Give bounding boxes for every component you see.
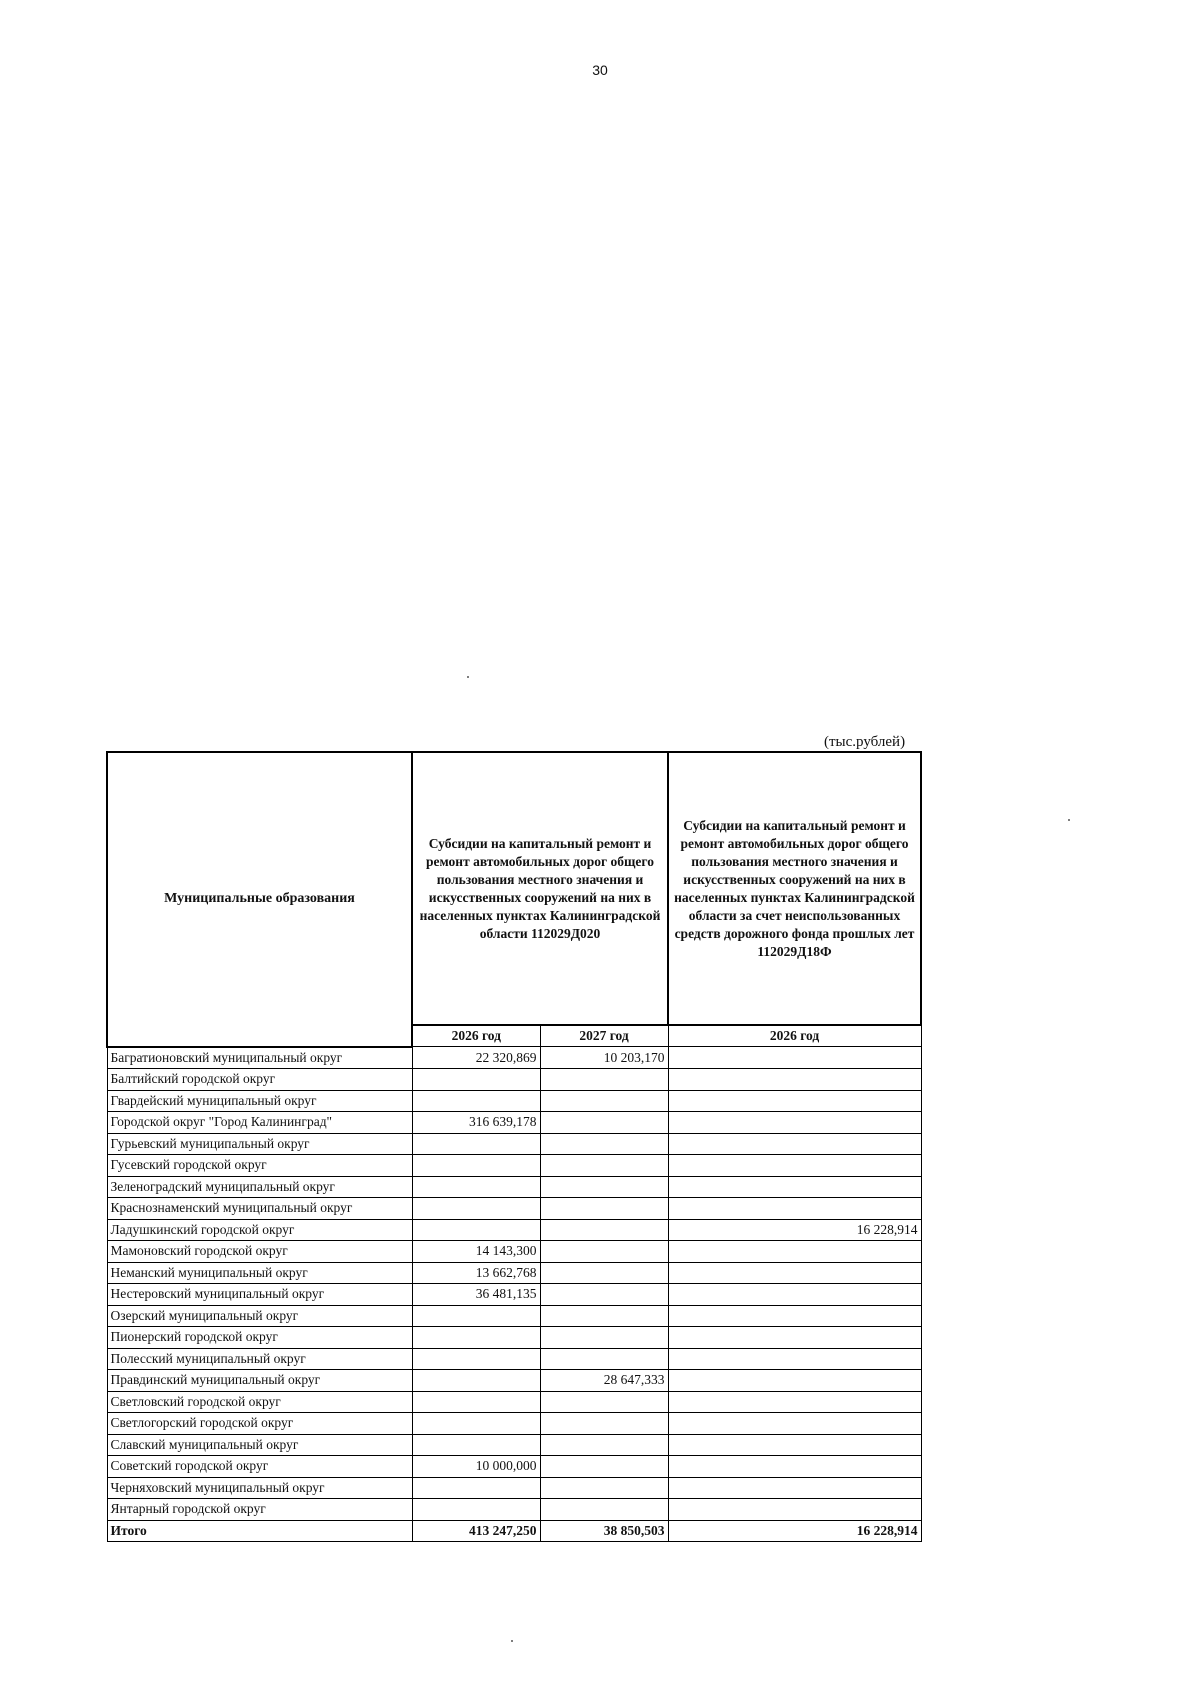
table-row [107,1370,921,1392]
value-2026-fund [668,1241,921,1263]
municipality-name: Озерский муниципальный округ [107,1305,412,1327]
value-2027 [540,1413,668,1435]
table-row [107,1176,921,1198]
value-2027 [540,1133,668,1155]
header-subsidy-112029D020: Субсидии на капитальный ремонт и ремонт автомобильных дорог общего пользования местного значения и искусственных сооружений на них в населенных пунктах Калининградской области 112029Д020 [412,752,668,1025]
value-2027 [540,1499,668,1521]
municipality-name: Гусевский городской округ [107,1155,412,1177]
value-2027: 10 203,170 [540,1047,668,1069]
value-2027 [540,1176,668,1198]
value-2026-fund [668,1434,921,1456]
total-2027: 38 850,503 [540,1520,668,1542]
value-2026 [412,1133,540,1155]
value-2026-fund [668,1370,921,1392]
scan-speck [1068,819,1070,821]
table-row [107,1112,921,1134]
table-row [107,1133,921,1155]
table-row [107,1241,921,1263]
value-2026-fund [668,1069,921,1091]
municipality-name: Гурьевский муниципальный округ [107,1133,412,1155]
municipality-name: Зеленоградский муниципальный округ [107,1176,412,1198]
scan-speck [467,676,469,678]
value-2026-fund: 16 228,914 [668,1219,921,1241]
subsidy-table [106,751,922,1542]
value-2026: 22 320,869 [412,1047,540,1069]
municipality-name: Черняховский муниципальный округ [107,1477,412,1499]
value-2027 [540,1391,668,1413]
value-2027 [540,1112,668,1134]
value-2026 [412,1499,540,1521]
value-2026 [412,1155,540,1177]
municipality-name: Советский городской округ [107,1456,412,1478]
municipality-name: Светловский городской округ [107,1391,412,1413]
table-row [107,1155,921,1177]
value-2027 [540,1069,668,1091]
municipality-name: Неманский муниципальный округ [107,1262,412,1284]
header-year-2027: 2027 год [540,1025,668,1047]
table-row [107,1456,921,1478]
value-2026 [412,1069,540,1091]
value-2027 [540,1456,668,1478]
value-2027 [540,1198,668,1220]
total-row [107,1520,921,1542]
page-number: 30 [592,62,608,78]
header-subsidy-112029D18F: Субсидии на капитальный ремонт и ремонт автомобильных дорог общего пользования местного значения и искусственных сооружений на них в населенных пунктах Калининградской области за счет неиспользованных средств дорожного фонда прошлых лет 112029Д18Ф [668,752,921,1025]
table-row [107,1284,921,1306]
value-2026-fund [668,1155,921,1177]
value-2026 [412,1219,540,1241]
total-label: Итого [107,1520,412,1542]
value-2026-fund [668,1176,921,1198]
municipality-name: Ладушкинский городской округ [107,1219,412,1241]
table-row [107,1327,921,1349]
municipality-name: Городской округ "Город Калининград" [107,1112,412,1134]
value-2026-fund [668,1198,921,1220]
table-row [107,1434,921,1456]
municipality-name: Янтарный городской округ [107,1499,412,1521]
table-row [107,1477,921,1499]
value-2027 [540,1327,668,1349]
municipality-name: Балтийский городской округ [107,1069,412,1091]
table-row [107,1262,921,1284]
table-row [107,1391,921,1413]
value-2026-fund [668,1262,921,1284]
value-2026-fund [668,1090,921,1112]
table-row [107,1305,921,1327]
value-2026 [412,1434,540,1456]
value-2026-fund [668,1391,921,1413]
table-row [107,1069,921,1091]
municipality-name: Нестеровский муниципальный округ [107,1284,412,1306]
value-2026 [412,1348,540,1370]
value-2026-fund [668,1327,921,1349]
total-2026-fund: 16 228,914 [668,1520,921,1542]
table-row [107,1198,921,1220]
table-row [107,1413,921,1435]
header-municipalities: Муниципальные образования [107,752,412,1047]
value-2026-fund [668,1047,921,1069]
municipality-name: Славский муниципальный округ [107,1434,412,1456]
value-2026 [412,1305,540,1327]
municipality-name: Краснознаменский муниципальный округ [107,1198,412,1220]
value-2026 [412,1413,540,1435]
units-label: (тыс.рублей) [824,734,906,750]
value-2026-fund [668,1133,921,1155]
value-2026-fund [668,1112,921,1134]
municipality-name: Светлогорский городской округ [107,1413,412,1435]
value-2027 [540,1155,668,1177]
municipality-name: Багратионовский муниципальный округ [107,1047,412,1069]
header-year-2026: 2026 год [412,1025,540,1047]
municipality-name: Мамоновский городской округ [107,1241,412,1263]
value-2026-fund [668,1499,921,1521]
value-2026 [412,1370,540,1392]
value-2026 [412,1198,540,1220]
value-2027 [540,1090,668,1112]
municipality-name: Гвардейский муниципальный округ [107,1090,412,1112]
value-2027 [540,1305,668,1327]
table-row [107,1348,921,1370]
value-2026-fund [668,1284,921,1306]
value-2026 [412,1391,540,1413]
table-row [107,1499,921,1521]
value-2027 [540,1434,668,1456]
value-2026: 13 662,768 [412,1262,540,1284]
value-2026 [412,1176,540,1198]
municipality-name: Полесский муниципальный округ [107,1348,412,1370]
value-2026: 14 143,300 [412,1241,540,1263]
table-body [107,1047,921,1542]
value-2026 [412,1327,540,1349]
table-row [107,1090,921,1112]
value-2027 [540,1262,668,1284]
value-2026-fund [668,1305,921,1327]
municipality-name: Пионерский городской округ [107,1327,412,1349]
value-2027 [540,1284,668,1306]
value-2027 [540,1477,668,1499]
value-2026 [412,1477,540,1499]
table-row [107,1047,921,1069]
value-2026: 36 481,135 [412,1284,540,1306]
value-2026 [412,1090,540,1112]
value-2027: 28 647,333 [540,1370,668,1392]
total-2026: 413 247,250 [412,1520,540,1542]
value-2026-fund [668,1348,921,1370]
header-year-2026-fund: 2026 год [668,1025,921,1047]
municipality-name: Правдинский муниципальный округ [107,1370,412,1392]
value-2026-fund [668,1413,921,1435]
value-2026: 316 639,178 [412,1112,540,1134]
value-2026-fund [668,1456,921,1478]
value-2027 [540,1219,668,1241]
table-row [107,1219,921,1241]
value-2026-fund [668,1477,921,1499]
value-2027 [540,1241,668,1263]
value-2027 [540,1348,668,1370]
scan-speck [511,1640,513,1642]
value-2026: 10 000,000 [412,1456,540,1478]
